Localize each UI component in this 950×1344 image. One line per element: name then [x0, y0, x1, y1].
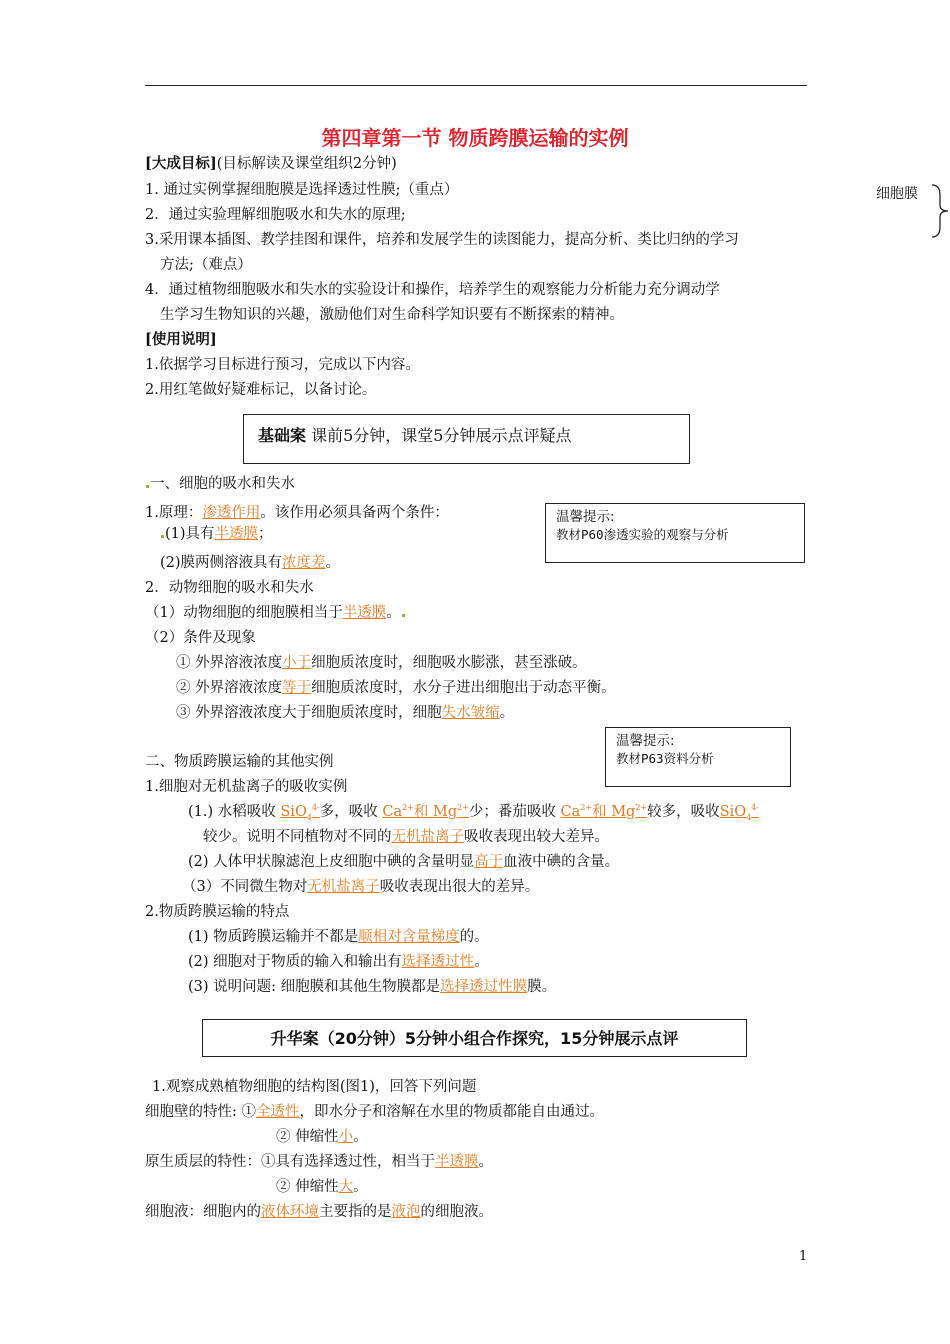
answer-blank: 小于 — [282, 655, 312, 671]
basic-section-label: 基础案 — [258, 426, 307, 445]
goal-item-cont: 方法;（难点） — [160, 257, 252, 273]
s3-protoplast-2: ② 伸缩性大。 — [276, 1179, 368, 1195]
answer-blank: 半透膜 — [435, 1154, 479, 1170]
s1-condition-2: (2)膜两侧溶液具有浓度差。 — [160, 555, 341, 571]
s1-animal-heading: 2．动物细胞的吸水和失水 — [145, 580, 314, 596]
answer-blank: $Ca^{2+}$和 $Mg^{2+}$ — [560, 803, 648, 820]
header-rule — [145, 85, 807, 86]
edit-mark-icon — [161, 535, 164, 538]
goal-item: 1. 通过实例掌握细胞膜是选择透过性膜;（重点） — [145, 182, 459, 198]
basic-section-text: 课前5分钟，课堂5分钟展示点评疑点 — [311, 426, 572, 445]
right-brace-icon — [930, 183, 950, 239]
goal-item: 2．通过实验理解细胞吸水和失水的原理; — [145, 207, 406, 223]
s2-feature-2: (2) 细胞对于物质的输入和输出有选择透过性。 — [188, 954, 489, 970]
answer-blank: 无机盐离子 — [307, 879, 380, 895]
tip-title: 温馨提示: — [556, 509, 615, 525]
answer-blank: 半透膜 — [342, 605, 387, 621]
s2-ions-rice-tomato: (1.) 水稻吸收 SiO$_4^{4-}$多，吸收 $Ca^{2+}$和 $Mg^{2+}$少；番茄吸收 $Ca^{2+}$和 $Mg^{2+}$较多，吸收SiO$_4^{4-}$ — [188, 803, 759, 822]
side-note-label: 细胞膜 — [876, 186, 918, 202]
s1-conditions-heading: （2）条件及现象 — [145, 630, 256, 646]
s3-wall-2: ② 伸缩性小。 — [276, 1129, 368, 1145]
usage-item: 2.用红笔做好疑难标记，以备讨论。 — [145, 382, 377, 398]
s3-cell-sap: 细胞液：细胞内的液体环境主要指的是液泡的细胞液。 — [145, 1204, 493, 1220]
answer-blank: 全透性 — [256, 1104, 300, 1120]
s2-feature-3: (3) 说明问题: 细胞膜和其他生物膜都是选择透过性膜膜。 — [188, 979, 557, 995]
answer-blank: $Ca^{2+}$和 $Mg^{2+}$ — [382, 803, 469, 820]
advanced-section-box: 升华案（20分钟）5分钟小组合作探究，15分钟展示点评 — [202, 1019, 747, 1057]
s1-condition-1: (1)具有半透膜； — [160, 522, 273, 543]
goals-note: (目标解读及课堂组织2分钟) — [216, 156, 397, 172]
s1-animal-membrane: （1）动物细胞的细胞膜相当于半透膜。 — [145, 601, 406, 622]
tip-box-2 — [605, 727, 791, 787]
answer-blank: 等于 — [282, 680, 312, 696]
s2-ions-heading: 1.细胞对无机盐离子的吸收实例 — [145, 779, 348, 795]
s2-feature-1: (1) 物质跨膜运输并不都是顺相对含量梯度的。 — [188, 929, 489, 945]
answer-blank: 无机盐离子 — [391, 829, 464, 845]
answer-blank: 液泡 — [391, 1204, 421, 1220]
usage-item: 1.依据学习目标进行预习，完成以下内容。 — [145, 357, 420, 373]
s2-microbes: （3）不同微生物对无机盐离子吸收表现出很大的差异。 — [182, 879, 540, 895]
goals-header: [大成目标] — [145, 155, 217, 172]
answer-blank: SiO$_4^{4-}$ — [280, 803, 320, 822]
goals-header-line — [145, 152, 397, 173]
answer-blank: 小 — [338, 1129, 354, 1145]
edit-mark-icon — [402, 614, 405, 617]
s3-question: 1.观察成熟植物细胞的结构图(图1)，回答下列问题 — [152, 1079, 477, 1095]
answer-blank: 大 — [338, 1179, 354, 1195]
s3-wall-1: 细胞壁的特性: ①全透性，即水分子和溶解在水里的物质都能自由通过。 — [145, 1104, 604, 1120]
s1-case-3: ③ 外界溶液浓度大于细胞质浓度时，细胞失水皱缩。 — [176, 705, 515, 721]
tip-box-1 — [545, 503, 805, 563]
answer-blank: 选择透过性 — [401, 954, 475, 970]
edit-mark-icon — [146, 485, 149, 488]
answer-blank: 浓度差 — [282, 555, 326, 571]
usage-header: [使用说明] — [145, 331, 217, 348]
s1-principle: 1.原理：渗透作用。该作用必须具备两个条件： — [145, 505, 449, 521]
s2-iodine: (2) 人体甲状腺滤泡上皮细胞中碘的含量明显高于血液中碘的含量。 — [188, 854, 620, 870]
goal-item-cont: 生学习生物知识的兴趣，激励他们对生命科学知识要有不断探索的精神。 — [160, 307, 624, 323]
section-heading-1: 一、细胞的吸水和失水 — [145, 472, 295, 493]
answer-blank: 渗透作用 — [202, 505, 261, 521]
answer-blank: 液体环境 — [261, 1204, 319, 1220]
goal-item: 3.采用课本插图、教学挂图和课件，培养和发展学生的读图能力，提高分析、类比归纳的学习 — [145, 232, 739, 248]
goal-item: 4．通过植物细胞吸水和失水的实验设计和操作，培养学生的观察能力分析能力充分调动学 — [145, 282, 720, 298]
answer-blank: 失水皱缩 — [441, 705, 500, 721]
s2-ions-conclusion: 较少。说明不同植物对不同的无机盐离子吸收表现出较大差异。 — [203, 829, 609, 845]
answer-blank: 半透膜 — [214, 526, 259, 542]
tip-text: 教材P63资料分析 — [616, 751, 714, 766]
s1-case-2: ② 外界溶液浓度等于细胞质浓度时，水分子进出细胞出于动态平衡。 — [176, 680, 616, 696]
basic-section-box — [243, 414, 690, 464]
answer-blank: 选择透过性膜 — [440, 979, 528, 995]
answer-blank: 高于 — [474, 854, 504, 870]
answer-blank: SiO$_4^{4-}$ — [719, 803, 759, 822]
page-number: 1 — [799, 1249, 808, 1264]
section-heading-2: 二、物质跨膜运输的其他实例 — [145, 754, 334, 770]
tip-text: 教材P60渗透实验的观察与分析 — [556, 527, 729, 542]
page-title: 第四章第一节 物质跨膜运输的实例 — [321, 126, 629, 150]
answer-blank: 顺相对含量梯度 — [358, 929, 460, 945]
s3-protoplast-1: 原生质层的特性：①具有选择透过性，相当于半透膜。 — [145, 1154, 493, 1170]
s1-case-1: ① 外界溶液浓度小于细胞质浓度时，细胞吸水膨涨，甚至涨破。 — [176, 655, 587, 671]
tip-title: 温馨提示: — [616, 733, 675, 749]
s2-features-heading: 2.物质跨膜运输的特点 — [145, 904, 290, 920]
